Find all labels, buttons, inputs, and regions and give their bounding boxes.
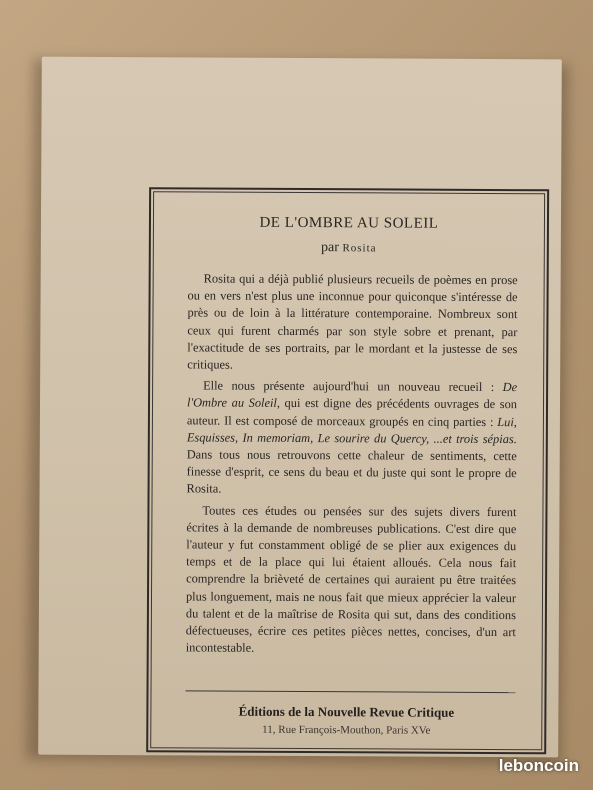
blurb-paragraph (187, 378, 518, 500)
italic-title-text: De l'Ombre au Soleil (186, 380, 518, 411)
blurb-paragraph (187, 270, 518, 375)
publisher-name: Éditions de la Nouvelle Revue Critique (238, 703, 455, 720)
paragraph-text: Toutes ces études ou pensées sur des sujets divers furent écrites à la demande de nombreuses publications. C'est dire que l'auteur y fut constamment obligé de se plier aux exigences du temps et de la place qui lui étaient alloués. Cela nous fait comprendre la brièveté de certaines qui auraient pu être traitées plus longuement, mais ne nous fait que mieux apprécier la valeur du talent et de la maîtrise de Rosita qui sut, dans des conditions défectueuses, écrire ces petites pièces nettes, concises, d'un art incontestable. (185, 503, 517, 656)
book-title: DE L'OMBRE AU SOLEIL (259, 214, 439, 232)
divider-rule (186, 690, 516, 693)
paragraph-text: Rosita qui a déjà publié plusieurs recueils de poèmes en prose ou en vers n'est plus une inconnue pour quiconque s'intéresse de près ou de loin à la littérature contemporaine. Nombreux sont ceux qui furent charmés par son style sobre et prenant, par l'exactitude de ses portraits, par le mordant et la justesse de ses critiques. (187, 271, 518, 372)
author-prefix: par (321, 240, 339, 256)
leboncoin-watermark: leboncoin (498, 756, 579, 775)
author-line (154, 239, 544, 257)
author-name: Rosita (342, 242, 377, 255)
paragraph-text: Elle nous présente aujourd'hui un nouveau recueil : (203, 378, 503, 395)
italic-title-text: Lui, Esquisses, In memoriam, Le sourire du Quercy, ...et trois sépias. (186, 414, 517, 446)
paragraph-text: Dans tous nous retrouvons cette chaleur de sentiments, cette finesse d'esprit, ce sens du beau et du juste qui sont le propre de Rosita. (186, 447, 517, 497)
publisher-address: 11, Rue François-Mouthon, Paris XVe (262, 723, 431, 737)
paragraph-text: , qui est digne des précédents ouvrages de son auteur. Il est composé de morceaux groupés en cinq parties : (186, 396, 518, 429)
blurb-paragraph (186, 502, 517, 659)
book-back-cover (38, 57, 562, 758)
text-frame (146, 187, 549, 754)
text-frame-inner (150, 191, 545, 750)
blurb-text (186, 270, 518, 662)
